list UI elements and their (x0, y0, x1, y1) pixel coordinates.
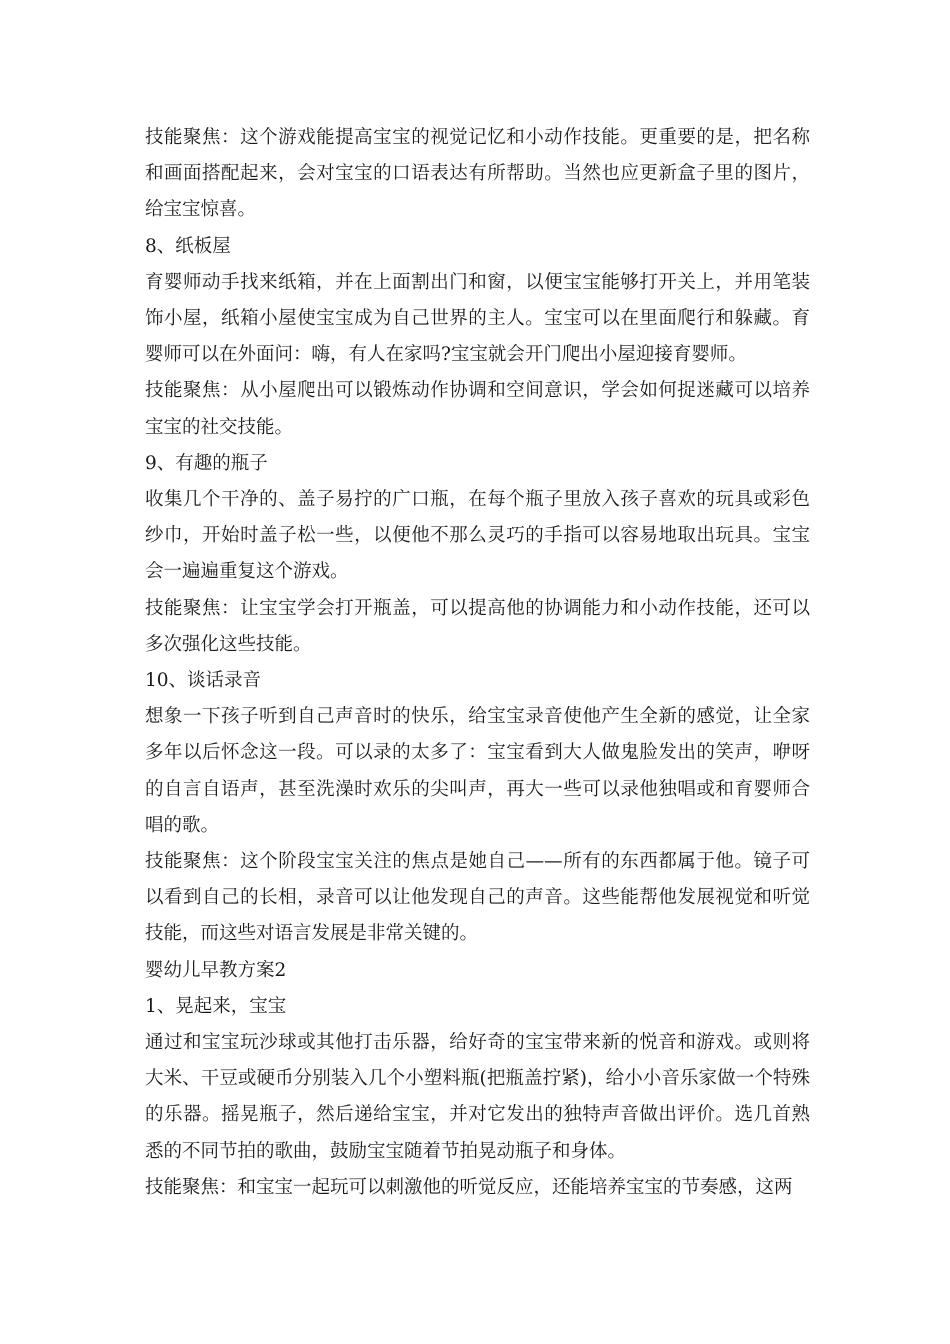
heading-1-shake-baby: 1、晃起来，宝宝 (145, 995, 287, 1017)
section-title-plan-2: 婴幼儿早教方案2 (145, 959, 287, 981)
paragraph-skill-focus-1: 技能聚焦：和宝宝一起玩可以刺激他的听觉反应，还能培养宝宝的节奏感，这两 (145, 1176, 793, 1198)
paragraph-shake-baby: 通过和宝宝玩沙球或其他打击乐器，给好奇的宝宝带来新的悦音和游戏。或则将大米、干豆或硬币分别装入几个小塑料瓶(把瓶盖拧紧)，给小小音乐家做一个特殊的乐器。摇晃瓶子，然后递给宝宝，并对它发出的独特声音做出评价。选几首熟悉的不同节拍的歌曲，鼓励宝宝随着节拍晃动瓶子和身体。 (145, 1032, 810, 1162)
heading-8-cardboard-house: 8、纸板屋 (145, 235, 231, 257)
paragraph-cardboard-house: 育婴师动手找来纸箱，并在上面割出门和窗，以便宝宝能够打开关上，并用笔装饰小屋，纸箱小屋使宝宝成为自己世界的主人。宝宝可以在里面爬行和躲藏。育婴师可以在外面问：嗨，有人在家吗?宝宝就会开门爬出小屋迎接育婴师。 (145, 271, 810, 366)
heading-9-fun-bottles: 9、有趣的瓶子 (145, 452, 268, 474)
paragraph-skill-focus-9: 技能聚焦：让宝宝学会打开瓶盖，可以提高他的协调能力和小动作技能，还可以多次强化这些技能。 (145, 597, 810, 655)
paragraph-fun-bottles: 收集几个干净的、盖子易拧的广口瓶，在每个瓶子里放入孩子喜欢的玩具或彩色纱巾，开始时盖子松一些，以便他不那么灵巧的手指可以容易地取出玩具。宝宝会一遍遍重复这个游戏。 (145, 489, 810, 583)
paragraph-skill-focus-8: 技能聚焦：从小屋爬出可以锻炼动作协调和空间意识，学会如何捉迷藏可以培养宝宝的社交技能。 (145, 380, 810, 438)
heading-10-talk-recording: 10、谈话录音 (145, 670, 262, 692)
document-body (145, 120, 810, 1206)
paragraph-skill-focus-10: 技能聚焦：这个阶段宝宝关注的焦点是她自己——所有的东西都属于他。镜子可以看到自己的长相，录音可以让他发现自己的声音。这些能帮他发展视觉和听觉技能，而这些对语言发展是非常关键的。 (145, 851, 810, 945)
paragraph-talk-recording: 想象一下孩子听到自己声音时的快乐，给宝宝录音使他产生全新的感觉，让全家多年以后怀念这一段。可以录的太多了：宝宝看到大人做鬼脸发出的笑声，咿呀的自言自语声，甚至洗澡时欢乐的尖叫声，再大一些可以录他独唱或和育婴师合唱的歌。 (145, 706, 810, 836)
paragraph-skill-focus-7: 技能聚焦：这个游戏能提高宝宝的视觉记忆和小动作技能。更重要的是，把名称和画面搭配起来，会对宝宝的口语表达有所帮助。当然也应更新盒子里的图片，给宝宝惊喜。 (145, 127, 810, 221)
